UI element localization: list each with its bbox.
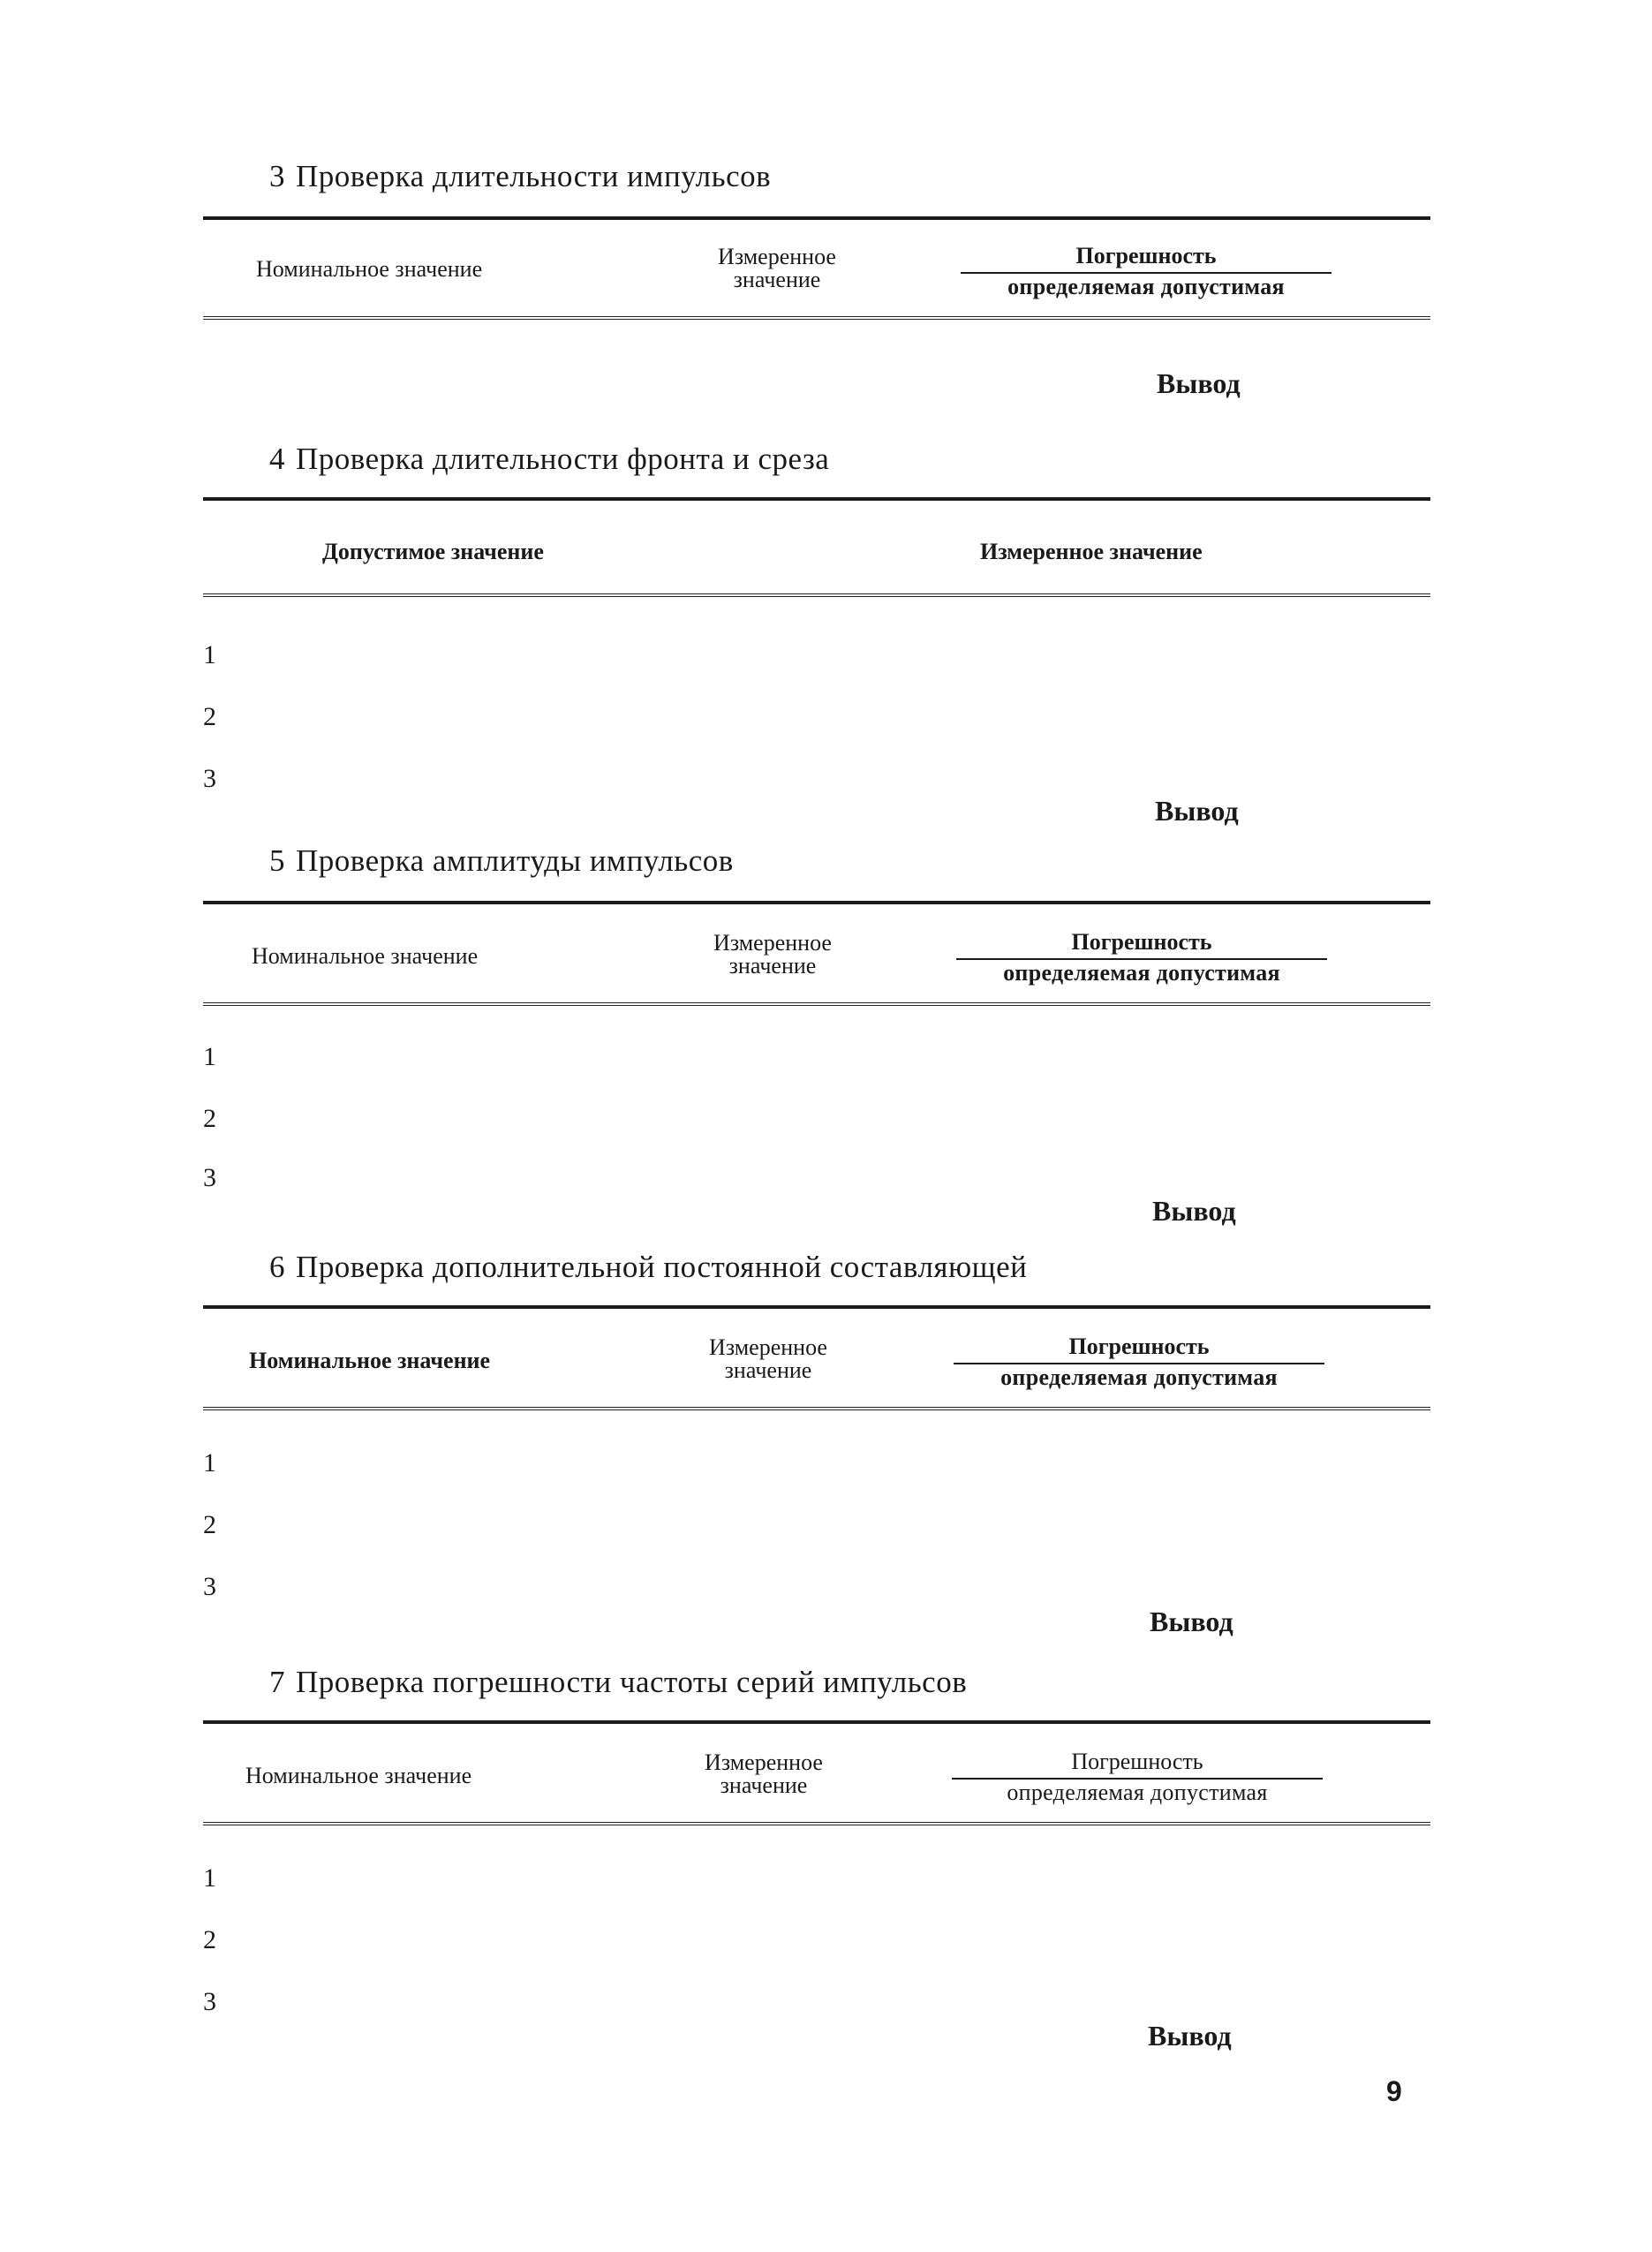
header-measured	[675, 1751, 852, 1797]
table-bottom-rule	[203, 593, 1430, 597]
section-number: 4	[269, 442, 285, 476]
header-measured-line1: Измеренное	[718, 244, 836, 269]
header-error: Погрешность	[961, 244, 1331, 274]
section-6	[203, 1250, 1430, 1638]
section-title	[269, 159, 771, 194]
header-error-determined: определяемая	[1003, 960, 1150, 986]
row-number: 3	[203, 1572, 216, 1601]
header-error-group	[956, 930, 1327, 986]
header-measured: Измеренное значение	[980, 539, 1203, 564]
header-measured	[680, 1336, 856, 1382]
header-nominal: Номинальное значение	[252, 943, 479, 969]
header-error-allowed: допустимая	[1153, 1364, 1278, 1390]
section-3	[203, 159, 1430, 415]
header-error-allowed: допустимая	[1160, 274, 1285, 299]
header-measured-line1: Измеренное	[713, 930, 832, 956]
section-title-text: Проверка дополнительной постоянной составляющей	[296, 1250, 1028, 1284]
header-error-sub	[954, 1364, 1324, 1391]
header-error-sub	[961, 274, 1331, 300]
table-top-rule	[203, 216, 1430, 220]
section-title-text: Проверка погрешности частоты серий импульсов	[296, 1665, 968, 1699]
header-measured-line2: значение	[724, 1357, 812, 1383]
section-title-text: Проверка длительности импульсов	[296, 159, 772, 193]
header-error-determined: определяемая	[1007, 1780, 1145, 1805]
header-error-group	[952, 1749, 1323, 1806]
row-number: 2	[203, 1925, 216, 1954]
row-number: 1	[203, 1448, 216, 1477]
page-number: 9	[1386, 2075, 1402, 2107]
section-title-text: Проверка длительности фронта и среза	[296, 442, 830, 476]
header-measured-line1: Измеренное	[705, 1749, 823, 1775]
header-measured-line1: Измеренное	[709, 1334, 827, 1360]
header-measured-line2: значение	[733, 267, 821, 292]
section-number: 5	[269, 843, 285, 878]
header-error-sub	[956, 960, 1327, 986]
header-error: Погрешность	[952, 1749, 1323, 1780]
header-error: Погрешность	[956, 930, 1327, 960]
header-allowed: Допустимое значение	[322, 539, 544, 564]
header-error-group	[961, 244, 1331, 300]
row-number: 2	[203, 702, 216, 731]
section-4	[203, 442, 1430, 830]
row-number: 3	[203, 764, 216, 793]
table-bottom-rule	[203, 316, 1430, 320]
table-bottom-rule	[203, 1407, 1430, 1410]
row-number: 1	[203, 640, 216, 669]
section-title	[269, 1665, 967, 1700]
row-number: 2	[203, 1104, 216, 1133]
header-nominal: Номинальное значение	[256, 256, 483, 282]
row-number: 1	[203, 1042, 216, 1071]
section-title	[269, 843, 734, 879]
conclusion-label: Вывод	[1152, 1195, 1236, 1227]
section-7	[203, 1665, 1430, 2062]
table-bottom-rule	[203, 1822, 1430, 1825]
table-top-rule	[203, 1720, 1430, 1724]
header-measured-line2: значение	[720, 1772, 808, 1798]
header-error-allowed: допустимая	[1150, 1780, 1268, 1805]
header-error-determined: определяемая	[1000, 1364, 1148, 1390]
header-error: Погрешность	[954, 1334, 1324, 1364]
section-title-text: Проверка амплитуды импульсов	[296, 843, 734, 878]
header-nominal: Номинальное значение	[245, 1763, 472, 1788]
section-title	[269, 442, 829, 477]
header-measured	[684, 932, 861, 978]
row-number: 3	[203, 1987, 216, 2016]
header-measured-line2: значение	[728, 953, 817, 979]
conclusion-label: Вывод	[1155, 795, 1239, 827]
header-error-determined: определяемая	[1007, 274, 1155, 299]
conclusion-label: Вывод	[1150, 1606, 1233, 1637]
table-top-rule	[203, 497, 1430, 501]
table-top-rule	[203, 1305, 1430, 1309]
conclusion-label: Вывод	[1157, 367, 1241, 399]
row-number: 3	[203, 1163, 216, 1192]
row-number: 2	[203, 1510, 216, 1539]
section-number: 7	[269, 1665, 285, 1699]
section-title	[269, 1250, 1027, 1285]
conclusion-label: Вывод	[1148, 2020, 1232, 2052]
section-5	[203, 843, 1430, 1232]
table-bottom-rule	[203, 1002, 1430, 1006]
section-number: 3	[269, 159, 285, 193]
table-top-rule	[203, 901, 1430, 904]
header-error-allowed: допустимая	[1156, 960, 1280, 986]
section-number: 6	[269, 1250, 285, 1284]
header-measured	[689, 246, 865, 291]
header-nominal: Номинальное значение	[249, 1348, 491, 1373]
header-error-sub	[952, 1780, 1323, 1806]
header-error-group	[954, 1334, 1324, 1391]
row-number: 1	[203, 1863, 216, 1893]
